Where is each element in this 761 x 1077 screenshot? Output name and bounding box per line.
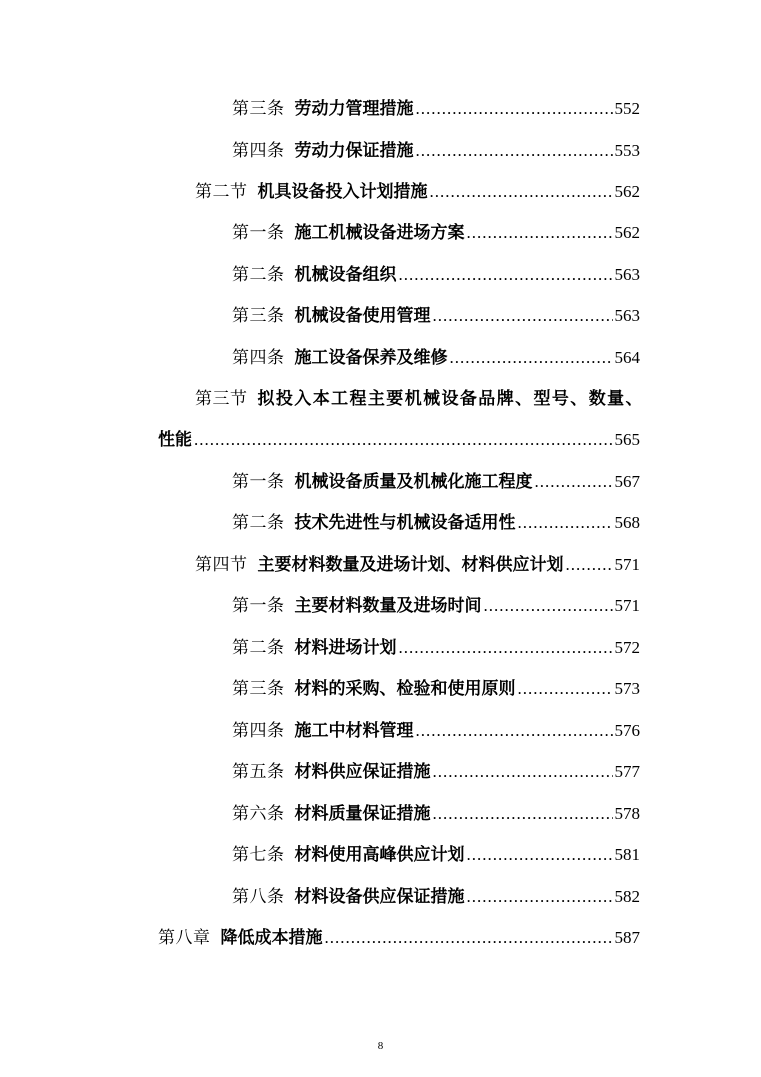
toc-entry[interactable] <box>232 305 640 327</box>
toc-dot-leader <box>416 140 613 162</box>
toc-entry-number: 第四节 <box>195 555 248 574</box>
toc-entry-title: 机具设备投入计划措施 <box>257 182 428 202</box>
toc-entry-number: 第二条 <box>232 513 285 532</box>
toc-entry[interactable] <box>232 761 640 783</box>
toc-dot-leader <box>484 595 613 617</box>
toc-entry-title: 主要材料数量及进场时间 <box>294 596 482 616</box>
toc-entry-number: 第三条 <box>232 679 285 698</box>
toc-entry-number: 第一条 <box>232 596 285 615</box>
toc-dot-leader <box>194 429 613 451</box>
toc-entry[interactable] <box>232 347 640 369</box>
toc-entry-title: 技术先进性与机械设备适用性 <box>294 513 516 533</box>
toc-entry-title: 施工设备保养及维修 <box>294 348 448 368</box>
toc-entry-number: 第二节 <box>195 182 248 201</box>
toc-entry-page: 562 <box>614 223 640 242</box>
toc-entry-page: 577 <box>614 762 640 781</box>
toc-entry-title: 劳动力管理措施 <box>294 99 414 119</box>
toc-entry[interactable] <box>232 886 640 908</box>
toc-dot-leader <box>433 803 613 825</box>
toc-entry[interactable] <box>232 678 640 700</box>
toc-entry[interactable] <box>232 140 640 162</box>
toc-entry-number: 第七条 <box>232 845 285 864</box>
toc-entry-page: 553 <box>614 141 640 160</box>
toc-entry-page: 565 <box>614 430 640 449</box>
toc-entry-title: 材料质量保证措施 <box>294 804 431 824</box>
toc-entry-title: 材料使用高峰供应计划 <box>294 845 465 865</box>
toc-entry-title: 材料设备供应保证措施 <box>294 887 465 907</box>
toc-entry-title: 拟投入本工程主要机械设备品牌、型号、数量、 <box>257 389 644 409</box>
toc-entry-page: 563 <box>614 306 640 325</box>
toc-entry-number: 第四条 <box>232 721 285 740</box>
toc-entry-page: 563 <box>614 265 640 284</box>
toc-entry-page: 576 <box>614 721 640 740</box>
toc-entry-page: 568 <box>614 513 640 532</box>
toc-dot-leader <box>416 720 613 742</box>
toc-dot-leader <box>399 637 613 659</box>
toc-entry-page: 571 <box>614 555 640 574</box>
toc-entry-title: 机械设备质量及机械化施工程度 <box>294 472 533 492</box>
toc-entry[interactable] <box>232 222 640 244</box>
toc-entry-number: 第二条 <box>232 638 285 657</box>
toc-entry-page: 552 <box>614 99 640 118</box>
toc-entry-number: 第一条 <box>232 472 285 491</box>
toc-entry-title: 主要材料数量及进场计划、材料供应计划 <box>257 555 564 575</box>
toc-entry-title: 材料的采购、检验和使用原则 <box>294 679 516 699</box>
toc-entry-page: 572 <box>614 638 640 657</box>
toc-entry-page: 571 <box>614 596 640 615</box>
toc-entry-title: 机械设备组织 <box>294 265 397 285</box>
toc-entry[interactable] <box>232 720 640 742</box>
toc-entry[interactable] <box>232 98 640 120</box>
toc-entry-title: 降低成本措施 <box>220 928 323 948</box>
toc-dot-leader <box>518 678 613 700</box>
toc-dot-leader <box>467 222 613 244</box>
toc-dot-leader <box>430 181 613 203</box>
toc-dot-leader <box>325 927 613 949</box>
toc-dot-leader <box>467 844 613 866</box>
toc-entry[interactable] <box>232 512 640 534</box>
toc-dot-leader <box>433 305 613 327</box>
toc-entry-continuation[interactable] <box>158 429 640 451</box>
toc-entry[interactable] <box>232 471 640 493</box>
page-number: 8 <box>377 1040 384 1052</box>
toc-dot-leader <box>467 886 613 908</box>
toc-entry[interactable] <box>195 181 640 203</box>
toc-dot-leader <box>535 471 613 493</box>
toc-entry-title: 材料供应保证措施 <box>294 762 431 782</box>
toc-entry-page: 567 <box>614 472 640 491</box>
toc-entry-page: 562 <box>614 182 640 201</box>
toc-entry[interactable] <box>232 637 640 659</box>
toc-entry-number: 第一条 <box>232 223 285 242</box>
toc-entry-number: 第三条 <box>232 99 285 118</box>
toc-dot-leader <box>566 554 613 576</box>
toc-entry-number: 第四条 <box>232 141 285 160</box>
toc-dot-leader <box>433 761 613 783</box>
toc-entry-title: 施工中材料管理 <box>294 721 414 741</box>
toc-entry-number: 第八章 <box>158 928 211 947</box>
toc-entry-title: 劳动力保证措施 <box>294 141 414 161</box>
toc-entry-page: 582 <box>614 887 640 906</box>
toc-entry[interactable] <box>232 264 640 286</box>
toc-entry[interactable] <box>232 844 640 866</box>
toc-entry-number: 第六条 <box>232 804 285 823</box>
toc-entry-page: 581 <box>614 845 640 864</box>
toc-entry-title: 材料进场计划 <box>294 638 397 658</box>
toc-dot-leader <box>416 98 613 120</box>
toc-entry-page: 587 <box>614 928 640 947</box>
toc-entry-number: 第八条 <box>232 887 285 906</box>
toc-entry[interactable] <box>232 803 640 825</box>
toc-entry-page: 578 <box>614 804 640 823</box>
toc-entry-number: 第五条 <box>232 762 285 781</box>
toc-entry[interactable] <box>195 554 640 576</box>
toc-entry-wrapped[interactable] <box>195 388 644 410</box>
toc-entry-page: 564 <box>614 348 640 367</box>
toc-entry-number: 第四条 <box>232 348 285 367</box>
toc-entry-number: 第三条 <box>232 306 285 325</box>
toc-entry-number: 第二条 <box>232 265 285 284</box>
toc-entry[interactable] <box>158 927 640 949</box>
toc-dot-leader <box>399 264 613 286</box>
toc-dot-leader <box>450 347 613 369</box>
toc-entry[interactable] <box>232 595 640 617</box>
toc-entry-title: 机械设备使用管理 <box>294 306 431 326</box>
toc-entry-title-continuation: 性能 <box>158 430 192 450</box>
toc-entry-title: 施工机械设备进场方案 <box>294 223 465 243</box>
toc-entry-number: 第三节 <box>195 389 248 408</box>
toc-dot-leader <box>518 512 613 534</box>
toc-entry-page: 573 <box>614 679 640 698</box>
